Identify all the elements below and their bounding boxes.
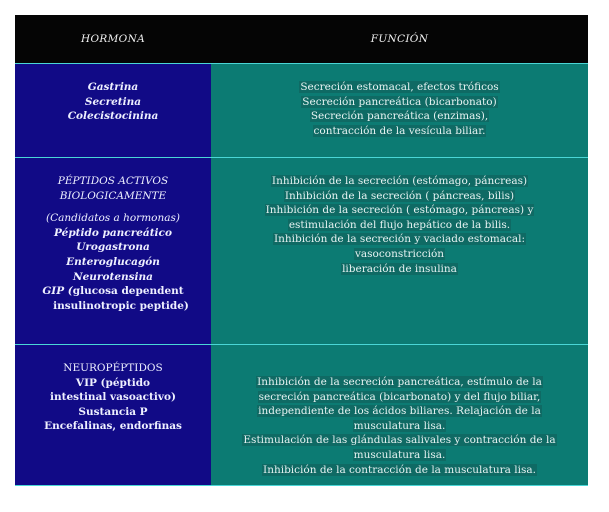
function-line: contracción de la vesícula biliar. bbox=[313, 124, 486, 137]
header-hormona: HORMONA bbox=[81, 33, 145, 45]
hormone-cell bbox=[15, 158, 211, 344]
section-subtitle: (Candidatos a hormonas) bbox=[46, 212, 180, 225]
hormone-cell bbox=[15, 345, 211, 486]
gip-description: glucosa dependent bbox=[72, 285, 184, 298]
function-line: Secreción estomacal, efectos tróficos bbox=[300, 81, 499, 93]
function-cell bbox=[211, 158, 588, 344]
hormone-vip-cont: intestinal vasoactivo) bbox=[50, 391, 176, 404]
function-line: vasoconstricción bbox=[354, 247, 445, 260]
function-line: Inhibición de la secreción ( estómago, páncreas) y bbox=[265, 204, 534, 217]
hormone-encefalinas: Encefalinas, endorfinas bbox=[44, 420, 182, 433]
header-funcion: FUNCIÓN bbox=[370, 33, 429, 45]
table-row-neuropeptidos bbox=[15, 345, 588, 486]
hormone-secretina: Secretina bbox=[84, 95, 142, 108]
hormone-table bbox=[15, 15, 588, 486]
function-line: Secreción pancreática (bicarbonato) bbox=[302, 95, 497, 108]
table-bottom-border bbox=[15, 485, 588, 486]
function-line: Inhibición de la secreción ( páncreas, bilis) bbox=[284, 189, 515, 202]
function-line: Inhibición de la secreción (estómago, páncreas) bbox=[271, 175, 528, 187]
hormone-neurotensina: Neurotensina bbox=[73, 270, 153, 283]
function-line: musculatura lisa. bbox=[353, 448, 446, 461]
section-title: NEUROPÉPTIDOS bbox=[63, 362, 163, 374]
table-row-peptidos bbox=[15, 158, 588, 344]
hormone-peptido-pancreatico: Péptido pancreático bbox=[54, 226, 172, 239]
function-line: independiente de los ácidos biliares. Relajación de la bbox=[258, 405, 541, 418]
section-title: PÉPTIDOS ACTIVOS bbox=[57, 175, 169, 187]
hormone-sustancia-p: Sustancia P bbox=[78, 405, 148, 418]
function-line: Estimulación de las glándulas salivales y contracción de la bbox=[243, 434, 556, 447]
hormone-cell bbox=[15, 64, 211, 157]
function-cell bbox=[211, 345, 588, 486]
function-line: liberación de insulina bbox=[342, 262, 457, 275]
function-line: musculatura lisa. bbox=[353, 419, 446, 432]
function-line: Inhibición de la contracción de la musculatura lisa. bbox=[263, 463, 536, 476]
function-line: Inhibición de la secreción y vaciado estomacal: bbox=[273, 233, 526, 246]
gip-description-cont: insulinotropic peptide) bbox=[53, 299, 189, 312]
table-header-row bbox=[15, 15, 588, 63]
hormone-colecistocinina: Colecistocinina bbox=[67, 110, 159, 123]
hormone-urogastrona: Urogastrona bbox=[76, 241, 150, 254]
function-line: estimulación del flujo hepático de la bilis. bbox=[288, 218, 511, 231]
hormone-gastrina: Gastrina bbox=[87, 81, 139, 93]
hormone-enteroglucagon: Enteroglucagón bbox=[66, 255, 160, 268]
table-row-gastrointestinal bbox=[15, 64, 588, 157]
section-title: BIOLOGICAMENTE bbox=[59, 189, 167, 202]
function-line: Secreción pancreática (enzimas), bbox=[310, 110, 489, 123]
function-line: secreción pancreática (bicarbonato) y del flujo biliar, bbox=[258, 390, 541, 403]
hormone-gip: GIP ( bbox=[42, 285, 73, 298]
hormone-vip: VIP (péptido bbox=[75, 376, 151, 389]
function-cell bbox=[211, 64, 588, 157]
function-line: Inhibición de la secreción pancreática, estímulo de la bbox=[257, 376, 542, 388]
